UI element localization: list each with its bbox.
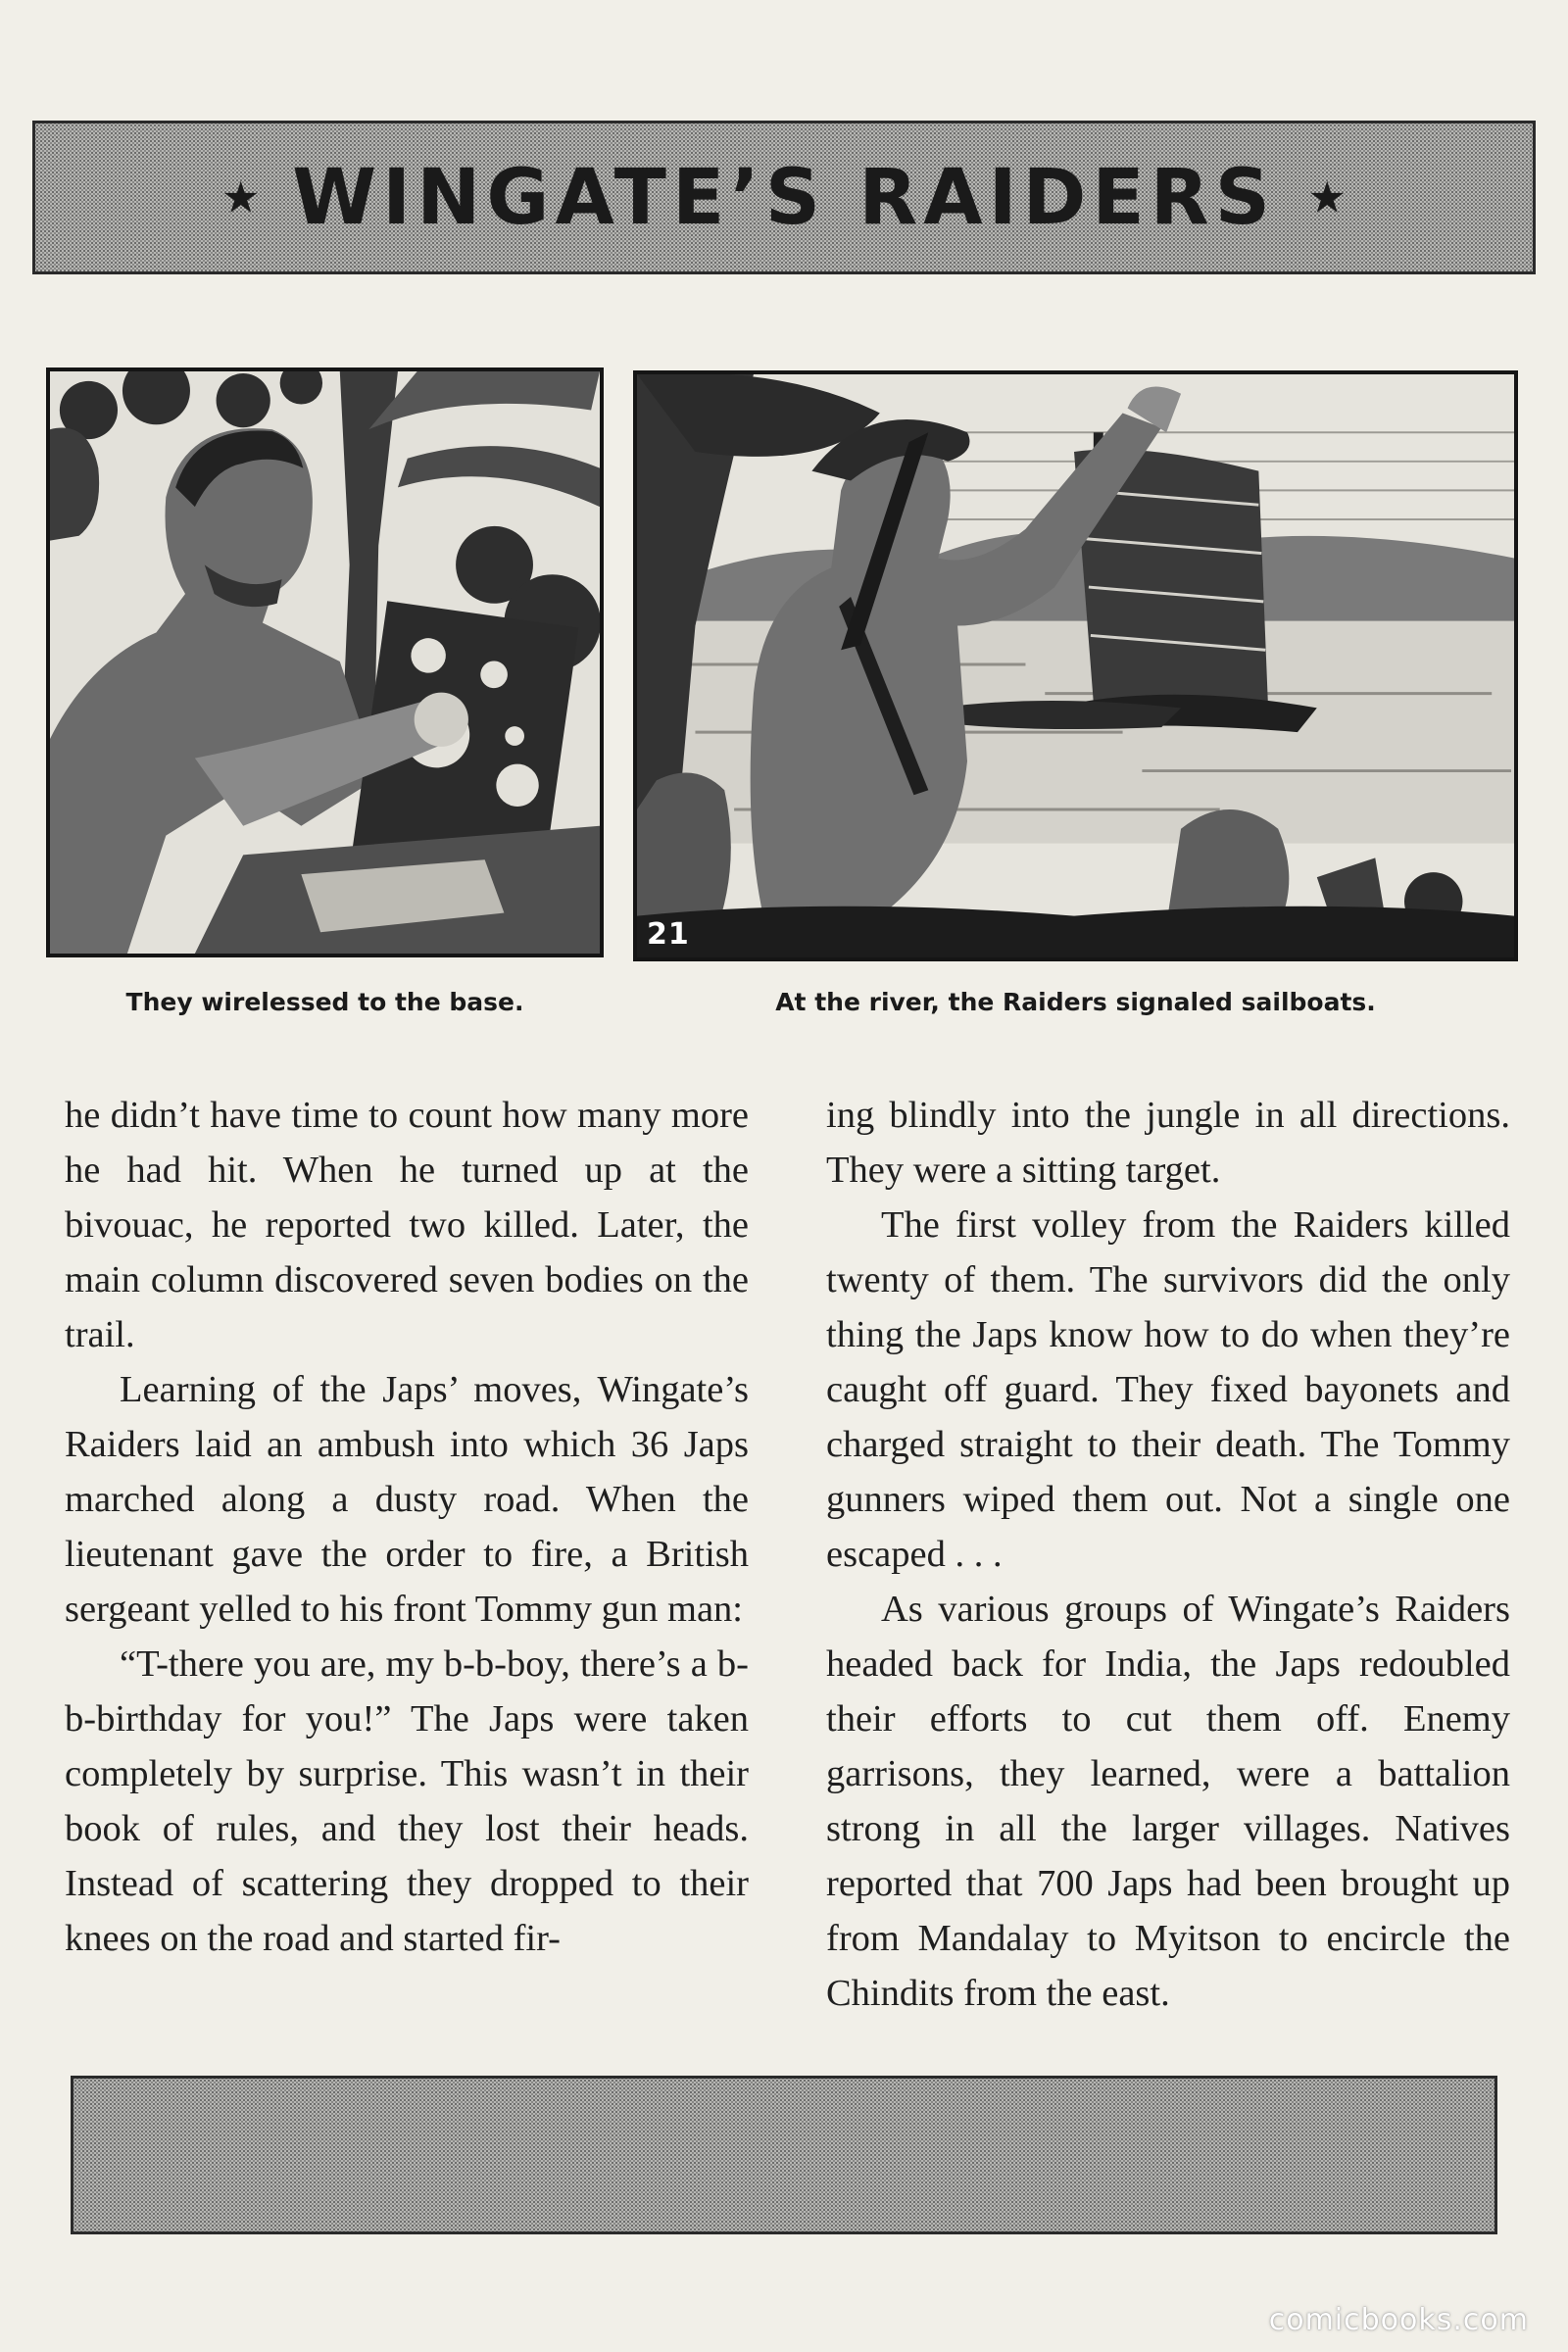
- panel-number: 21: [647, 917, 690, 952]
- paragraph: “T-there you are, my b-b-boy, there’s a b-b-birthday for you!” The Japs were taken completely by surprise. This wasn’t in their book of rules, and they lost their heads. Instead of scattering they dropped to their knees on the road and started fir-: [65, 1643, 749, 1959]
- title-banner: [32, 121, 1536, 274]
- page-title: WINGATE’S RAIDERS: [292, 153, 1276, 242]
- panel-caption: They wirelessed to the base.: [125, 988, 524, 1016]
- river-illustration: [637, 374, 1514, 957]
- panel-caption: At the river, the Raiders signaled sailboats.: [775, 988, 1376, 1016]
- comic-panel-wireless: [46, 368, 604, 957]
- paragraph: The first volley from the Raiders killed twenty of them. The survivors did the only thing the Japs know how to do when they’re caught off guard. They fixed bayonets and charged straight to their death. The Tommy gunners wiped them out. Not a single one escaped . . .: [826, 1204, 1510, 1575]
- star-right-icon: ★: [1307, 172, 1347, 222]
- text-column-right: [826, 1088, 1510, 2021]
- paragraph: ing blindly into the jungle in all directions. They were a sitting target.: [826, 1095, 1510, 1191]
- watermark: comicbooks.com: [1268, 2303, 1529, 2337]
- comic-panel-river: [633, 370, 1518, 961]
- text-column-left: [65, 1088, 749, 1966]
- paragraph: As various groups of Wingate’s Raiders headed back for India, the Japs redoubled their efforts to cut them off. Enemy garrisons, they learned, were a battalion strong in all the larger villages. Natives reported that 700 Japs had been brought up from Mandalay to Myitson to encircle the Chindits from the east.: [826, 1589, 1510, 2014]
- paragraph: he didn’t have time to count how many more he had hit. When he turned up at the bivouac, he reported two killed. Later, the main column discovered seven bodies on the trail.: [65, 1095, 749, 1355]
- star-left-icon: ★: [221, 172, 261, 222]
- paragraph: Learning of the Japs’ moves, Wingate’s Raiders laid an ambush into which 36 Japs marched along a dusty road. When the lieutenant gave the order to fire, a British sergeant yelled to his front Tommy gun man:: [65, 1369, 749, 1630]
- bottom-banner: [71, 2076, 1497, 2234]
- wireless-illustration: [50, 371, 600, 954]
